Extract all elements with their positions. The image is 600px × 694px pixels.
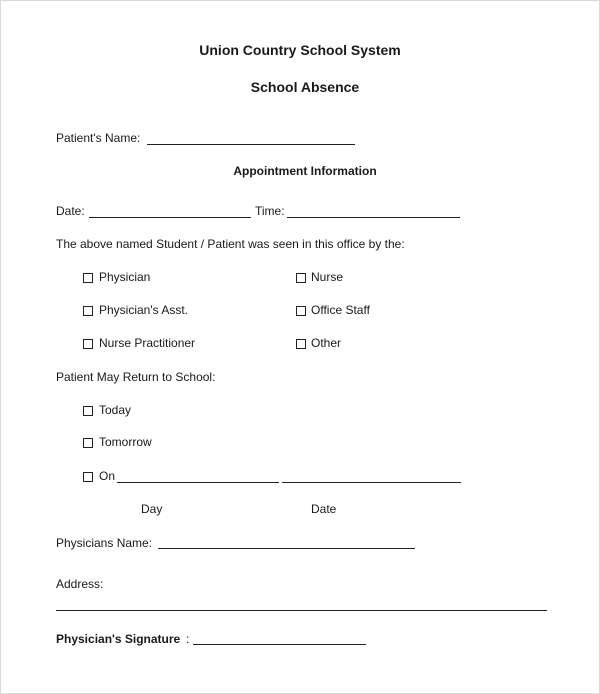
today-checkbox[interactable] bbox=[83, 406, 93, 416]
physician-checkbox[interactable] bbox=[83, 273, 93, 283]
physicians-name-label: Physicians Name: bbox=[56, 536, 153, 550]
nurse-practitioner-option-label: Nurse Practitioner bbox=[99, 336, 196, 350]
physicians-name-field[interactable] bbox=[158, 548, 415, 549]
appointment-info-heading: Appointment Information bbox=[233, 164, 377, 178]
today-option-label: Today bbox=[99, 403, 132, 417]
nurse-option-label: Nurse bbox=[311, 270, 344, 284]
signature-field[interactable] bbox=[193, 644, 366, 645]
on-date-field[interactable] bbox=[282, 482, 461, 483]
on-date-option-label: On bbox=[99, 469, 116, 483]
patient-name-field[interactable] bbox=[147, 144, 355, 145]
patient-name-label: Patient's Name: bbox=[56, 131, 141, 145]
physicians-asst-checkbox[interactable] bbox=[83, 306, 93, 316]
physician-option-label: Physician bbox=[99, 270, 151, 284]
return-to-school-label: Patient May Return to School: bbox=[56, 370, 216, 384]
address-field[interactable] bbox=[56, 610, 547, 611]
physicians-asst-option-label: Physician's Asst. bbox=[99, 303, 188, 317]
form-title: School Absence bbox=[250, 79, 360, 95]
date-field[interactable] bbox=[89, 217, 251, 218]
nurse-practitioner-checkbox[interactable] bbox=[83, 339, 93, 349]
office-staff-option-label: Office Staff bbox=[311, 303, 370, 317]
office-staff-checkbox[interactable] bbox=[296, 306, 306, 316]
other-option-label: Other bbox=[311, 336, 342, 350]
other-checkbox[interactable] bbox=[296, 339, 306, 349]
time-field[interactable] bbox=[287, 217, 460, 218]
address-label: Address: bbox=[56, 577, 104, 591]
seen-statement: The above named Student / Patient was seen in this office by the: bbox=[56, 237, 405, 251]
date-label: Date: bbox=[56, 204, 85, 218]
nurse-checkbox[interactable] bbox=[296, 273, 306, 283]
signature-colon: : bbox=[186, 632, 190, 646]
school-name-heading: Union Country School System bbox=[199, 42, 401, 58]
on-date-checkbox[interactable] bbox=[83, 472, 93, 482]
day-caption: Day bbox=[141, 502, 163, 516]
signature-label: Physician's Signature bbox=[56, 632, 181, 646]
tomorrow-checkbox[interactable] bbox=[83, 438, 93, 448]
date-caption: Date bbox=[311, 502, 337, 516]
on-day-field[interactable] bbox=[117, 482, 279, 483]
tomorrow-option-label: Tomorrow bbox=[99, 435, 152, 449]
time-label: Time: bbox=[255, 204, 285, 218]
